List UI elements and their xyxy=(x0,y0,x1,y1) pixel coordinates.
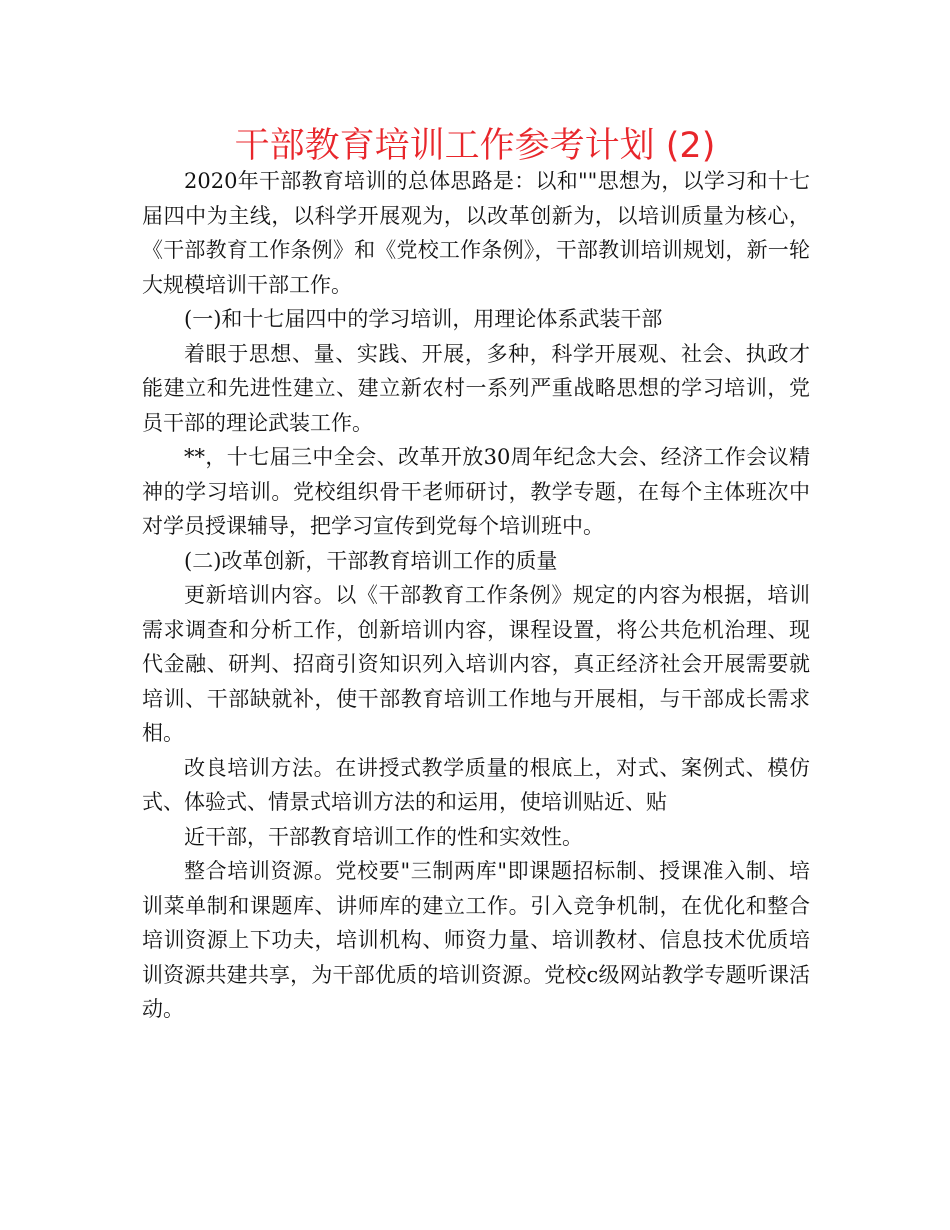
section-heading-2: (二)改革创新，干部教育培训工作的质量 xyxy=(184,548,558,573)
paragraph-2: 着眼于思想、量、实践、开展，多种，科学开展观、社会、执政才能建立和先进性建立、建立新农村一系列严重战略思想的学习培训，党员干部的理论武装工作。 xyxy=(142,341,810,435)
paragraph-6: 近干部，干部教育培训工作的性和实效性。 xyxy=(184,824,583,849)
paragraph-3: **，十七届三中全会、改革开放30周年纪念大会、经济工作会议精神的学习培训。党校组织骨干老师研讨，教学专题，在每个主体班次中对学员授课辅导，把学习宣传到党每个培训班中。 xyxy=(142,445,810,538)
paragraph-1: 2020年干部教育培训的总体思路是：以和""思想为，以学习和十七届四中为主线，以科学开展观为，以改革创新为，以培训质量为核心，《干部教育工作条例》和《党校工作条例》，干部教训培训规划，新一轮大规模培训干部工作。 xyxy=(142,169,810,297)
document-body xyxy=(142,164,810,1027)
paragraph-5: 改良培训方法。在讲授式教学质量的根底上，对式、案例式、模仿式、体验式、情景式培训方法的和运用，使培训贴近、贴 xyxy=(142,755,810,814)
document-title: 干部教育培训工作参考计划 (2) xyxy=(234,126,716,166)
section-heading-1: (一)和十七届四中的学习培训，用理论体系武装干部 xyxy=(184,307,663,331)
paragraph-7: 整合培训资源。党校要"三制两库"即课题招标制、授课准入制、培训菜单制和课题库、讲师库的建立工作。引入竞争机制，在优化和整合培训资源上下功夫，培训机构、师资力量、培训教材、信息技术优质培训资源共建共享，为干部优质的培训资源。党校c级网站教学专题听课活动。 xyxy=(142,859,810,1021)
paragraph-4: 更新培训内容。以《干部教育工作条例》规定的内容为根据，培训需求调查和分析工作，创新培训内容，课程设置，将公共危机治理、现代金融、研判、招商引资知识列入培训内容，真正经济社会开展需要就培训、干部缺就补，使干部教育培训工作地与开展相，与干部成长需求相。 xyxy=(142,583,810,745)
